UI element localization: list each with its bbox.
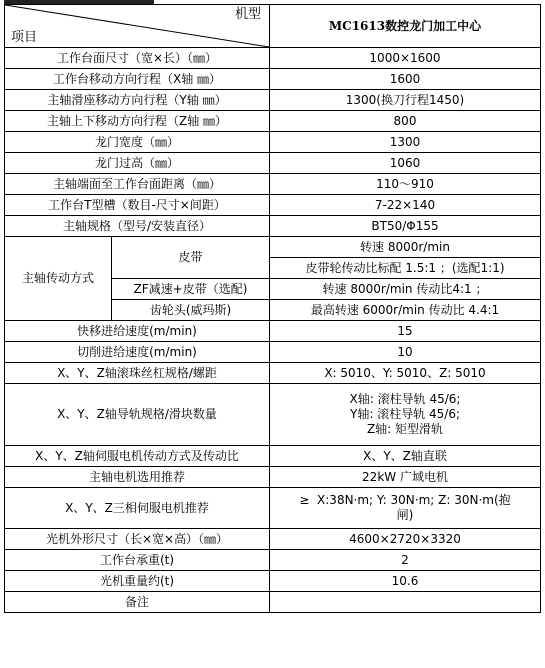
drive-zf-label: ZF减速+皮带（选配) xyxy=(112,279,270,300)
row-value: 1300 xyxy=(270,132,541,153)
row-value: 1300(换刀行程1450) xyxy=(270,90,541,111)
model-title: MC1613数控龙门加工中心 xyxy=(270,5,541,48)
drive-belt-label: 皮带 xyxy=(112,237,270,279)
servo-symbol: ≥ xyxy=(299,493,310,507)
row-label: 工作台承重(t) xyxy=(5,550,270,571)
row-label: 工作台T型槽（数目-尺寸×间距） xyxy=(5,195,270,216)
table-row xyxy=(5,550,541,571)
row-value: 7-22×140 xyxy=(270,195,541,216)
table-row xyxy=(5,321,541,342)
drive-label: 主轴传动方式 xyxy=(5,237,112,321)
row-label: 主轴电机选用推荐 xyxy=(5,467,270,488)
drive-gear-label: 齿轮头(威玛斯) xyxy=(112,300,270,321)
guide-line-y: Y轴: 滚柱导轨 45/6; xyxy=(350,407,460,421)
table-row xyxy=(5,132,541,153)
table-row xyxy=(5,69,541,90)
row-label: 工作台面尺寸（宽×长）（㎜） xyxy=(5,48,270,69)
table-row xyxy=(5,571,541,592)
table-row xyxy=(5,529,541,550)
table-row xyxy=(5,153,541,174)
row-value xyxy=(270,592,541,613)
row-label: 切削进给速度(m/min) xyxy=(5,342,270,363)
table-row xyxy=(5,467,541,488)
header-row xyxy=(5,5,541,48)
table-row xyxy=(5,446,541,467)
guide-value xyxy=(270,384,541,446)
row-value: 10.6 xyxy=(270,571,541,592)
row-label: 主轴规格（型号/安装直径） xyxy=(5,216,270,237)
row-label: 快移进给速度(m/min) xyxy=(5,321,270,342)
servo-label: X、Y、Z三相伺服电机推荐 xyxy=(5,488,270,529)
row-label: 龙门宽度（㎜） xyxy=(5,132,270,153)
header-corner-cell xyxy=(5,5,270,48)
row-label: 主轴滑座移动方向行程（Y轴 ㎜） xyxy=(5,90,270,111)
table-row xyxy=(5,111,541,132)
row-value: X: 5010、Y: 5010、Z: 5010 xyxy=(270,363,541,384)
drive-zf-value: 转速 8000r/min 传动比4:1 ； xyxy=(270,279,541,300)
table-row xyxy=(5,216,541,237)
guide-label: X、Y、Z轴导轨规格/滑块数量 xyxy=(5,384,270,446)
row-label: 光机重量约(t) xyxy=(5,571,270,592)
servo-line-2: 闸) xyxy=(396,508,414,522)
table-row xyxy=(5,48,541,69)
row-value: 10 xyxy=(270,342,541,363)
table-row xyxy=(5,592,541,613)
row-value: 110～910 xyxy=(270,174,541,195)
row-value: 4600×2720×3320 xyxy=(270,529,541,550)
drive-belt-value-2: 皮带轮传动比标配 1.5:1 ；(选配1:1) xyxy=(270,258,541,279)
table-row xyxy=(5,174,541,195)
row-value: 2 xyxy=(270,550,541,571)
row-value: 1000×1600 xyxy=(270,48,541,69)
row-label: 光机外形尺寸（长×宽×高）（㎜） xyxy=(5,529,270,550)
row-value: BT50/Φ155 xyxy=(270,216,541,237)
corner-model-label: 机型 xyxy=(234,7,261,22)
drive-belt-value-1: 转速 8000r/min xyxy=(270,237,541,258)
row-value: 22kW 广域电机 xyxy=(270,467,541,488)
corner-item-label: 项目 xyxy=(11,30,38,45)
row-label: X、Y、Z轴滚珠丝杠规格/螺距 xyxy=(5,363,270,384)
row-label: 主轴上下移动方向行程（Z轴 ㎜） xyxy=(5,111,270,132)
row-label: 主轴端面至工作台面距离（㎜） xyxy=(5,174,270,195)
drive-gear-value: 最高转速 6000r/min 传动比 4.4:1 xyxy=(270,300,541,321)
row-value: 1060 xyxy=(270,153,541,174)
row-value: 1600 xyxy=(270,69,541,90)
row-value: 800 xyxy=(270,111,541,132)
row-value: X、Y、Z轴直联 xyxy=(270,446,541,467)
table-row xyxy=(5,363,541,384)
drive-row-belt-1 xyxy=(5,237,541,258)
table-row xyxy=(5,195,541,216)
guide-row xyxy=(5,384,541,446)
servo-line-1: X:38N·m; Y: 30N·m; Z: 30N·m(抱 xyxy=(317,493,511,507)
servo-value xyxy=(270,488,541,529)
row-label: 龙门过高（㎜） xyxy=(5,153,270,174)
row-label: 工作台移动方向行程（X轴 ㎜） xyxy=(5,69,270,90)
table-row xyxy=(5,342,541,363)
row-label: X、Y、Z轴伺服电机传动方式及传动比 xyxy=(5,446,270,467)
row-value: 15 xyxy=(270,321,541,342)
row-label: 备注 xyxy=(5,592,270,613)
guide-line-z: Z轴: 矩型滑轨 xyxy=(366,422,444,436)
guide-line-x: X轴: 滚柱导轨 45/6; xyxy=(349,392,461,406)
table-row xyxy=(5,90,541,111)
diagonal-line xyxy=(5,5,269,47)
spec-table xyxy=(4,4,541,613)
servo-row xyxy=(5,488,541,529)
